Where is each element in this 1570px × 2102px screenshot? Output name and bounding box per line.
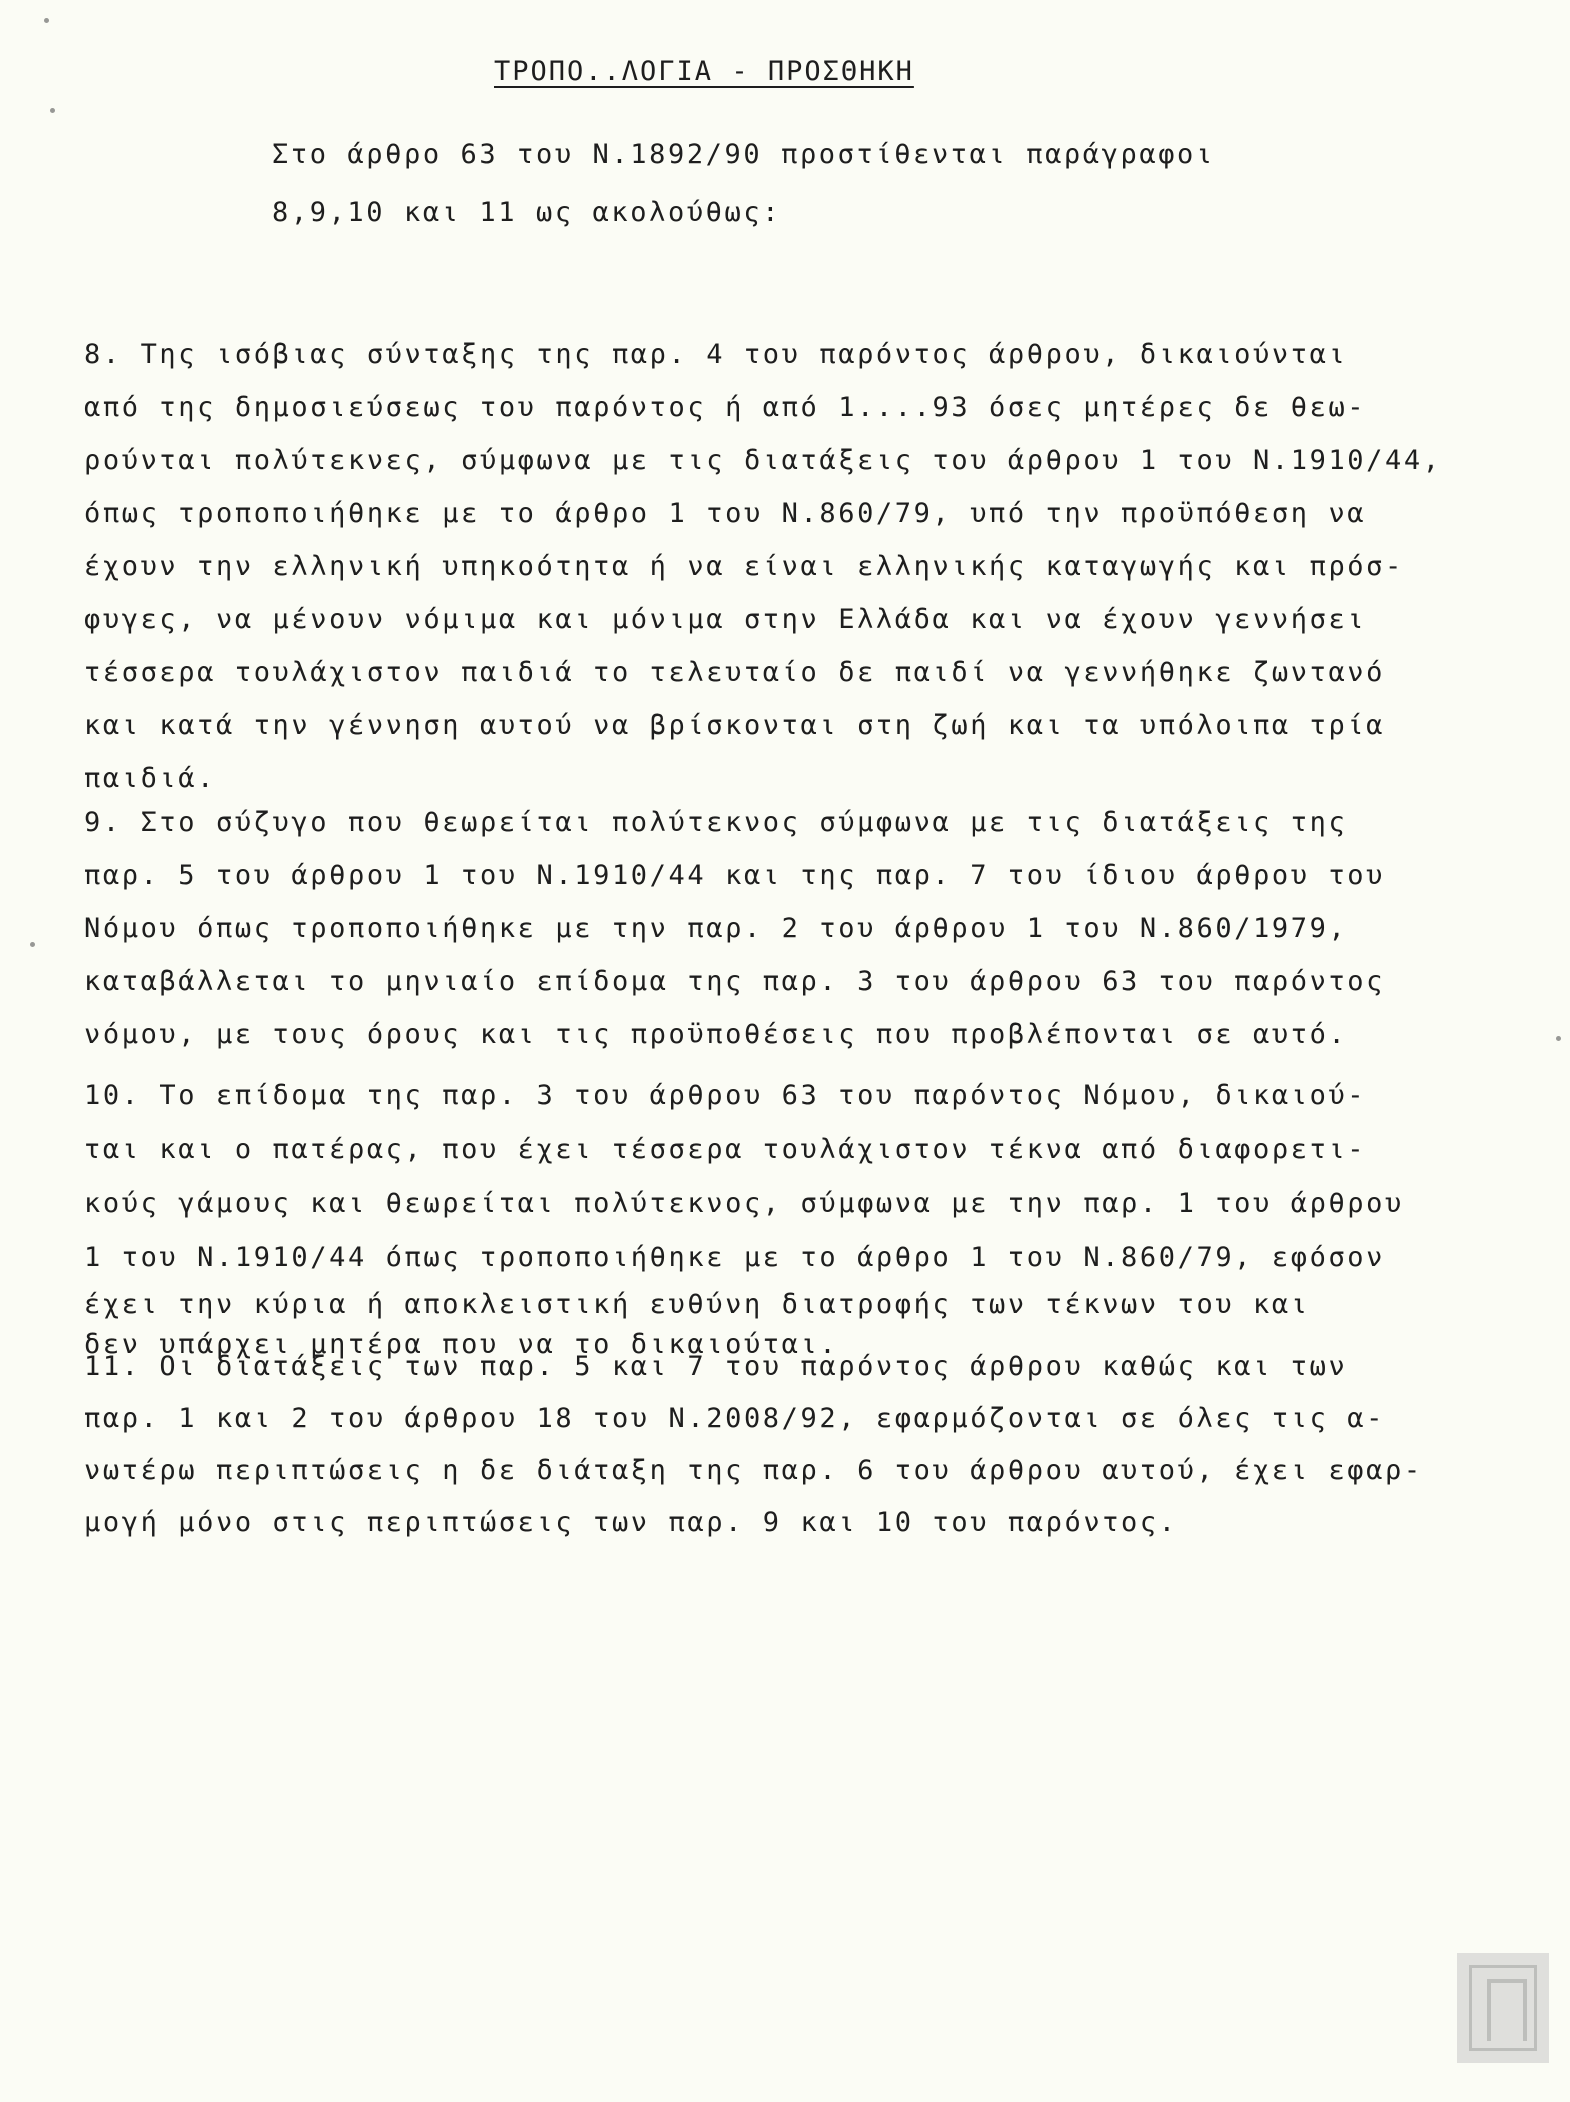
- paragraph-line: Νόμου όπως τροποποιήθηκε με την παρ. 2 του άρθρου 1 του Ν.860/1979,: [84, 913, 1348, 944]
- paragraph-line: νόμου, με τους όρους και τις προϋποθέσεις που προβλέπονται σε αυτό.: [84, 1019, 1348, 1050]
- paragraph-line: από της δημοσιεύσεως του παρόντος ή από 1....93 όσες μητέρες δε θεω-: [84, 392, 1367, 423]
- scan-speck: [1556, 1036, 1561, 1041]
- paragraph-line: 10. Το επίδομα της παρ. 3 του άρθρου 63 του παρόντος Νόμου, δικαιού-: [84, 1080, 1367, 1111]
- intro-text: [272, 126, 1372, 242]
- paragraph-line: όπως τροποποιήθηκε με το άρθρο 1 του Ν.860/79, υπό την προϋπόθεση να: [84, 498, 1367, 529]
- paragraph-10: [84, 1069, 1534, 1365]
- scan-speck: [44, 18, 49, 23]
- paragraph-line: παρ. 5 του άρθρου 1 του Ν.1910/44 και της παρ. 7 του ίδιου άρθρου του: [84, 860, 1386, 891]
- scan-speck: [30, 942, 35, 947]
- paragraph-line: 11. Οι διατάξεις των παρ. 5 και 7 του παρόντος άρθρου καθώς και των: [84, 1351, 1348, 1382]
- paragraph-line: 1 του Ν.1910/44 όπως τροποποιήθηκε με το άρθρο 1 του Ν.860/79, εφόσον: [84, 1242, 1386, 1273]
- paragraph-line: ται και ο πατέρας, που έχει τέσσερα τουλάχιστον τέκνα από διαφορετι-: [84, 1134, 1367, 1165]
- paragraph-line: κούς γάμους και θεωρείται πολύτεκνος, σύμφωνα με την παρ. 1 του άρθρου: [84, 1188, 1404, 1219]
- paragraph-line: έχει την κύρια ή αποκλειστική ευθύνη διατροφής των τέκνων του και: [84, 1289, 1310, 1320]
- paragraph-9: [84, 796, 1534, 1061]
- paragraph-line: έχουν την ελληνική υπηκοότητα ή να είναι ελληνικής καταγωγής και πρόσ-: [84, 551, 1404, 582]
- paragraph-line: καταβάλλεται το μηνιαίο επίδομα της παρ. 3 του άρθρου 63 του παρόντος: [84, 966, 1386, 997]
- paragraph-line: τέσσερα τουλάχιστον παιδιά το τελευταίο δε παιδί να γεννήθηκε ζωντανό: [84, 657, 1386, 688]
- archive-stamp-image: [1457, 1953, 1549, 2063]
- paragraph-line: παρ. 1 και 2 του άρθρου 18 του Ν.2008/92, εφαρμόζονται σε όλες τις α-: [84, 1403, 1386, 1434]
- paragraph-line: μογή μόνο στις περιπτώσεις των παρ. 9 και 10 του παρόντος.: [84, 1507, 1178, 1538]
- intro-line: 8,9,10 και 11 ως ακολούθως:: [272, 197, 782, 228]
- paragraph-line: και κατά την γέννηση αυτού να βρίσκονται στη ζωή και τα υπόλοιπα τρία: [84, 710, 1386, 741]
- paragraph-line: παιδιά.: [84, 763, 216, 794]
- paragraph-line: 8. Της ισόβιας σύνταξης της παρ. 4 του παρόντος άρθρου, δικαιούνται: [84, 339, 1348, 370]
- paragraph-line: δεν υπάρχει μητέρα που να το δικαιούται.: [84, 1329, 839, 1360]
- intro-line: Στο άρθρο 63 του Ν.1892/90 προστίθενται παράγραφοι: [272, 139, 1215, 170]
- scan-speck: [50, 108, 55, 113]
- document-title: ΤΡΟΠΟ..ΛΟΓΙΑ - ΠΡΟΣΘΗΚΗ: [494, 56, 914, 87]
- paragraph-8: [84, 328, 1534, 805]
- paragraph-line: φυγες, να μένουν νόμιμα και μόνιμα στην Ελλάδα και να έχουν γεννήσει: [84, 604, 1367, 635]
- paragraph-11: [84, 1341, 1534, 1549]
- paragraph-line: ρούνται πολύτεκνες, σύμφωνα με τις διατάξεις του άρθρου 1 του Ν.1910/44,: [84, 445, 1442, 476]
- paragraph-line: 9. Στο σύζυγο που θεωρείται πολύτεκνος σύμφωνα με τις διατάξεις της: [84, 807, 1348, 838]
- paragraph-line: νωτέρω περιπτώσεις η δε διάταξη της παρ. 6 του άρθρου αυτού, έχει εφαρ-: [84, 1455, 1423, 1486]
